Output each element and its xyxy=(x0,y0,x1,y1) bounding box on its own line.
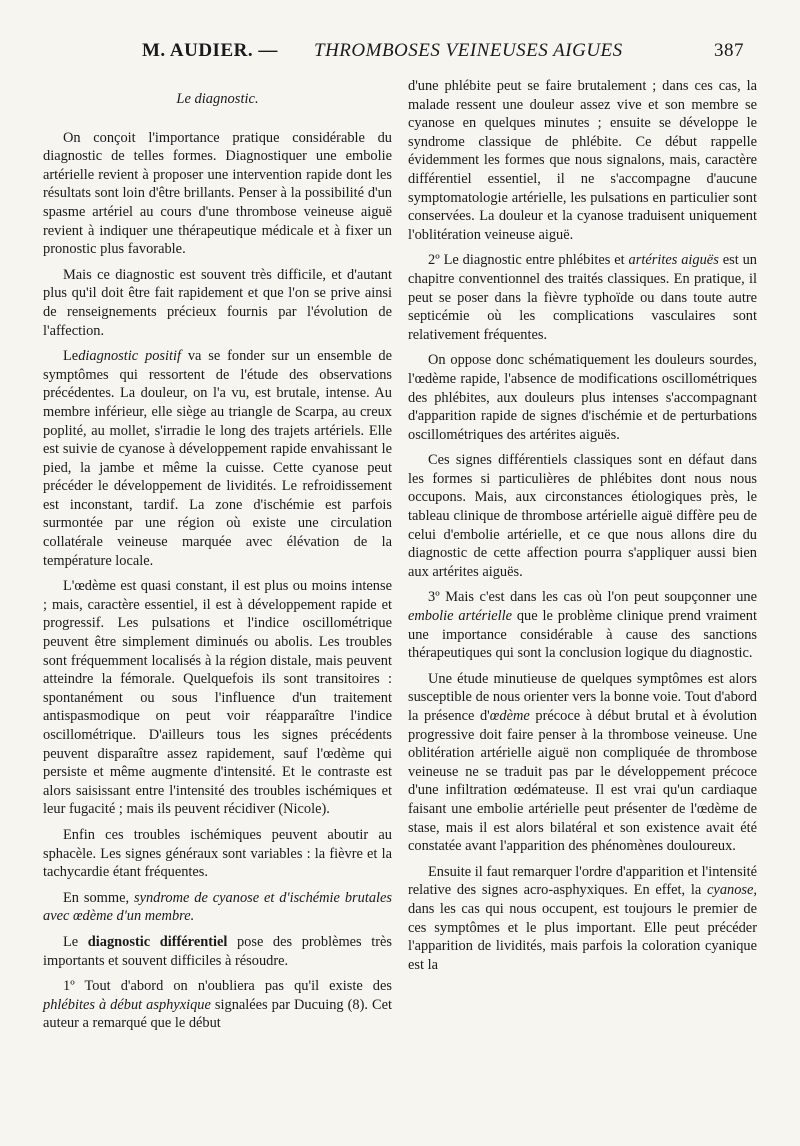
text-run: que le problème clinique prend vraiment une importance considérable à cause des sanctions thérapeutiques qui sont la conclusion logique du diagnostic. xyxy=(408,608,757,662)
text-run: 1º Tout d'abord on n'oubliera pas qu'il existe des xyxy=(63,978,392,995)
text-run: pose des problèmes très importants et souvent difficiles à résoudre. xyxy=(43,933,392,969)
text-run: Une étude minutieuse de quelques symptômes est alors susceptible de nous orienter vers la bonne voie. Tout d'abord la présence d' xyxy=(408,670,757,724)
text-run: Ensuite il faut remarquer l'ordre d'apparition et l'intensité relative des signes acro-asphyxiques. En effet, la xyxy=(408,863,757,899)
section-title: Le diagnostic. xyxy=(176,91,259,107)
emphasis-oedeme: œdème xyxy=(489,708,530,724)
text-run: signalées par Ducuing (8). Cet auteur a remarqué que le début xyxy=(43,996,392,1032)
paragraph: Ces signes différentiels classiques sont en défaut dans les formes si particulières de phlébites dont nous nous occupons. Mais, aux circonstances étiologiques près, le tableau clinique de thrombose artérielle aiguë diffère peu de celui d'embolie artérielle, et ce que nous allons dire du diagnostic de cette affection pourra s'appliquer aussi bien aux artérites aiguës. xyxy=(408,452,757,580)
paragraph xyxy=(408,588,757,662)
text-run: est un chapitre conventionnel des traités classiques. En pratique, il peut se poser dans la fièvre typhoïde ou dans toute autre septicémie où les complications vasculaires sont relativement fréquentes. xyxy=(408,252,757,343)
paragraph xyxy=(43,933,392,970)
right-column xyxy=(408,77,757,981)
bold-diagnostic-differentiel: diagnostic différentiel xyxy=(87,933,228,950)
text-run: dans les cas qui nous occupent, est toujours le premier de ces symptômes et le plus important. Elle peut précéder l'apparition de lividités, mais parfois la coloration cyanique est la xyxy=(408,900,757,973)
paragraph xyxy=(408,863,757,975)
text-run: va se fonder sur un ensemble de symptômes qui ressortent de l'étude des observations précédentes. La douleur, on l'a vu, est brutale, intense. Au membre inférieur, elle siège au triangle de Scarpa, au creux poplité, au mollet, s'irradie le long des trajets artériels. Elle est suivie de cyanose à développement rapide envahissant le pied, la jambe et même la cuisse. Cette cyanose peut précéder le développement de lividités. Le refroidissement est inconstant, tardif. La zone d'ischémie est parfois surmontée par une région où existe une circulation collatérale veineuse marquée avec élévation de la température locale. xyxy=(43,348,392,569)
text-run: 2º Le diagnostic entre phlébites et xyxy=(428,252,629,269)
text-run: Le xyxy=(63,933,88,950)
emphasis-diagnostic-positif: diagnostic positif xyxy=(78,348,181,365)
running-header xyxy=(44,40,744,70)
emphasis-arterites: artérites aiguës xyxy=(628,252,719,269)
text-run: Le xyxy=(63,348,79,365)
paragraph xyxy=(43,889,392,926)
paragraph xyxy=(43,977,392,1033)
emphasis-syndrome: syndrome de cyanose et d'ischémie brutales avec œdème d'un membre. xyxy=(43,889,392,925)
paragraph xyxy=(43,347,392,570)
emphasis-embolie: embolie artérielle xyxy=(408,608,512,625)
paragraph: On oppose donc schématiquement les douleurs sourdes, l'œdème rapide, l'absence de modifications oscillométriques des phlébites, aux douleurs plus intenses s'accompagnant d'apparition rapide de signes d'ischémie et de perturbations oscillométriques des artérites aiguës. xyxy=(408,352,757,443)
emphasis-cyanose: cyanose, xyxy=(707,882,757,899)
paragraph: L'œdème est quasi constant, il est plus ou moins intense ; mais, caractère essentiel, il est à développement rapide et progressif. Les pulsations et l'indice oscillométrique peuvent être simplement diminués ou abolis. Les troubles sont fréquemment localisés à la région distale, mais peuvent atteindre la fémorale. Quelquefois ils sont transitoires : spontanément ou sous l'influence d'un traitement antispasmodique on peut voir réapparaître l'indice oscillométrique. D'ailleurs tous les signes précédents peuvent disparaître assez rapidement, sauf l'œdème qui persiste et même augmente d'intensité. Et le contraste est alors saisissant entre l'intensité des troubles ischémiques et leur fugacité ; mais ils peuvent récidiver (Nicole). xyxy=(43,578,392,818)
text-run: En somme, xyxy=(63,889,134,906)
text-run: précoce à début brutal et à évolution progressive doit faire penser à la thrombose veineuse. Une oblitération artérielle aiguë non compliquée de thrombose veineuse ne se traduit pas par le développement précoce d'une infiltration œdémateuse. Il est vrai qu'un cardiaque faisant une embolie artérielle peut présenter de l'œdème de stase, mais il est alors bilatéral et son existence avait été constatée avant l'apparition des phénomènes douloureux. xyxy=(408,708,757,855)
text-run: 3º Mais c'est dans les cas où l'on peut soupçonner une xyxy=(428,589,757,606)
paragraph xyxy=(408,251,757,344)
page-number: 387 xyxy=(714,40,744,61)
header-title: THROMBOSES VEINEUSES AIGUES xyxy=(314,40,623,61)
paragraph: Enfin ces troubles ischémiques peuvent aboutir au sphacèle. Les signes généraux sont variables : la fièvre et la tachycardie étant fréquentes. xyxy=(43,826,392,881)
paragraph-continued: d'une phlébite peut se faire brutalement ; dans ces cas, la malade ressent une douleur assez vive et son membre se cyanose en quelques minutes ; ensuite se développe le syndrome classique de phlébite. Ce début rappelle évidemment les formes que nous signalons, mais, caractère différentiel essentiel, il ne s'accompagne d'aucune symptomatologie artérielle, les pulsations en particulier sont conservées. La douleur et la cyanose traduisent uniquement l'oblitération veineuse aiguë. xyxy=(408,78,757,243)
emphasis-phlebites: phlébites à début asphyxique xyxy=(43,996,211,1013)
left-column xyxy=(43,80,392,1040)
header-author: M. AUDIER. — xyxy=(142,40,278,61)
paragraph xyxy=(408,670,757,856)
paragraph: Mais ce diagnostic est souvent très difficile, et d'autant plus qu'il doit être fait rapidement et que l'on se prive ainsi de renseignements précieux fournis par l'évolution de l'affection. xyxy=(43,266,392,339)
paragraph: On conçoit l'importance pratique considérable du diagnostic de telles formes. Diagnostiquer une embolie artérielle revient à proposer une intervention rapide dont les résultats sont loin d'être brillants. Penser à la possibilité d'un spasme artériel au cours d'une thrombose veineuse aiguë revient à indiquer une thérapeutique médicale et à fixer un pronostic plus favorable. xyxy=(43,129,392,258)
